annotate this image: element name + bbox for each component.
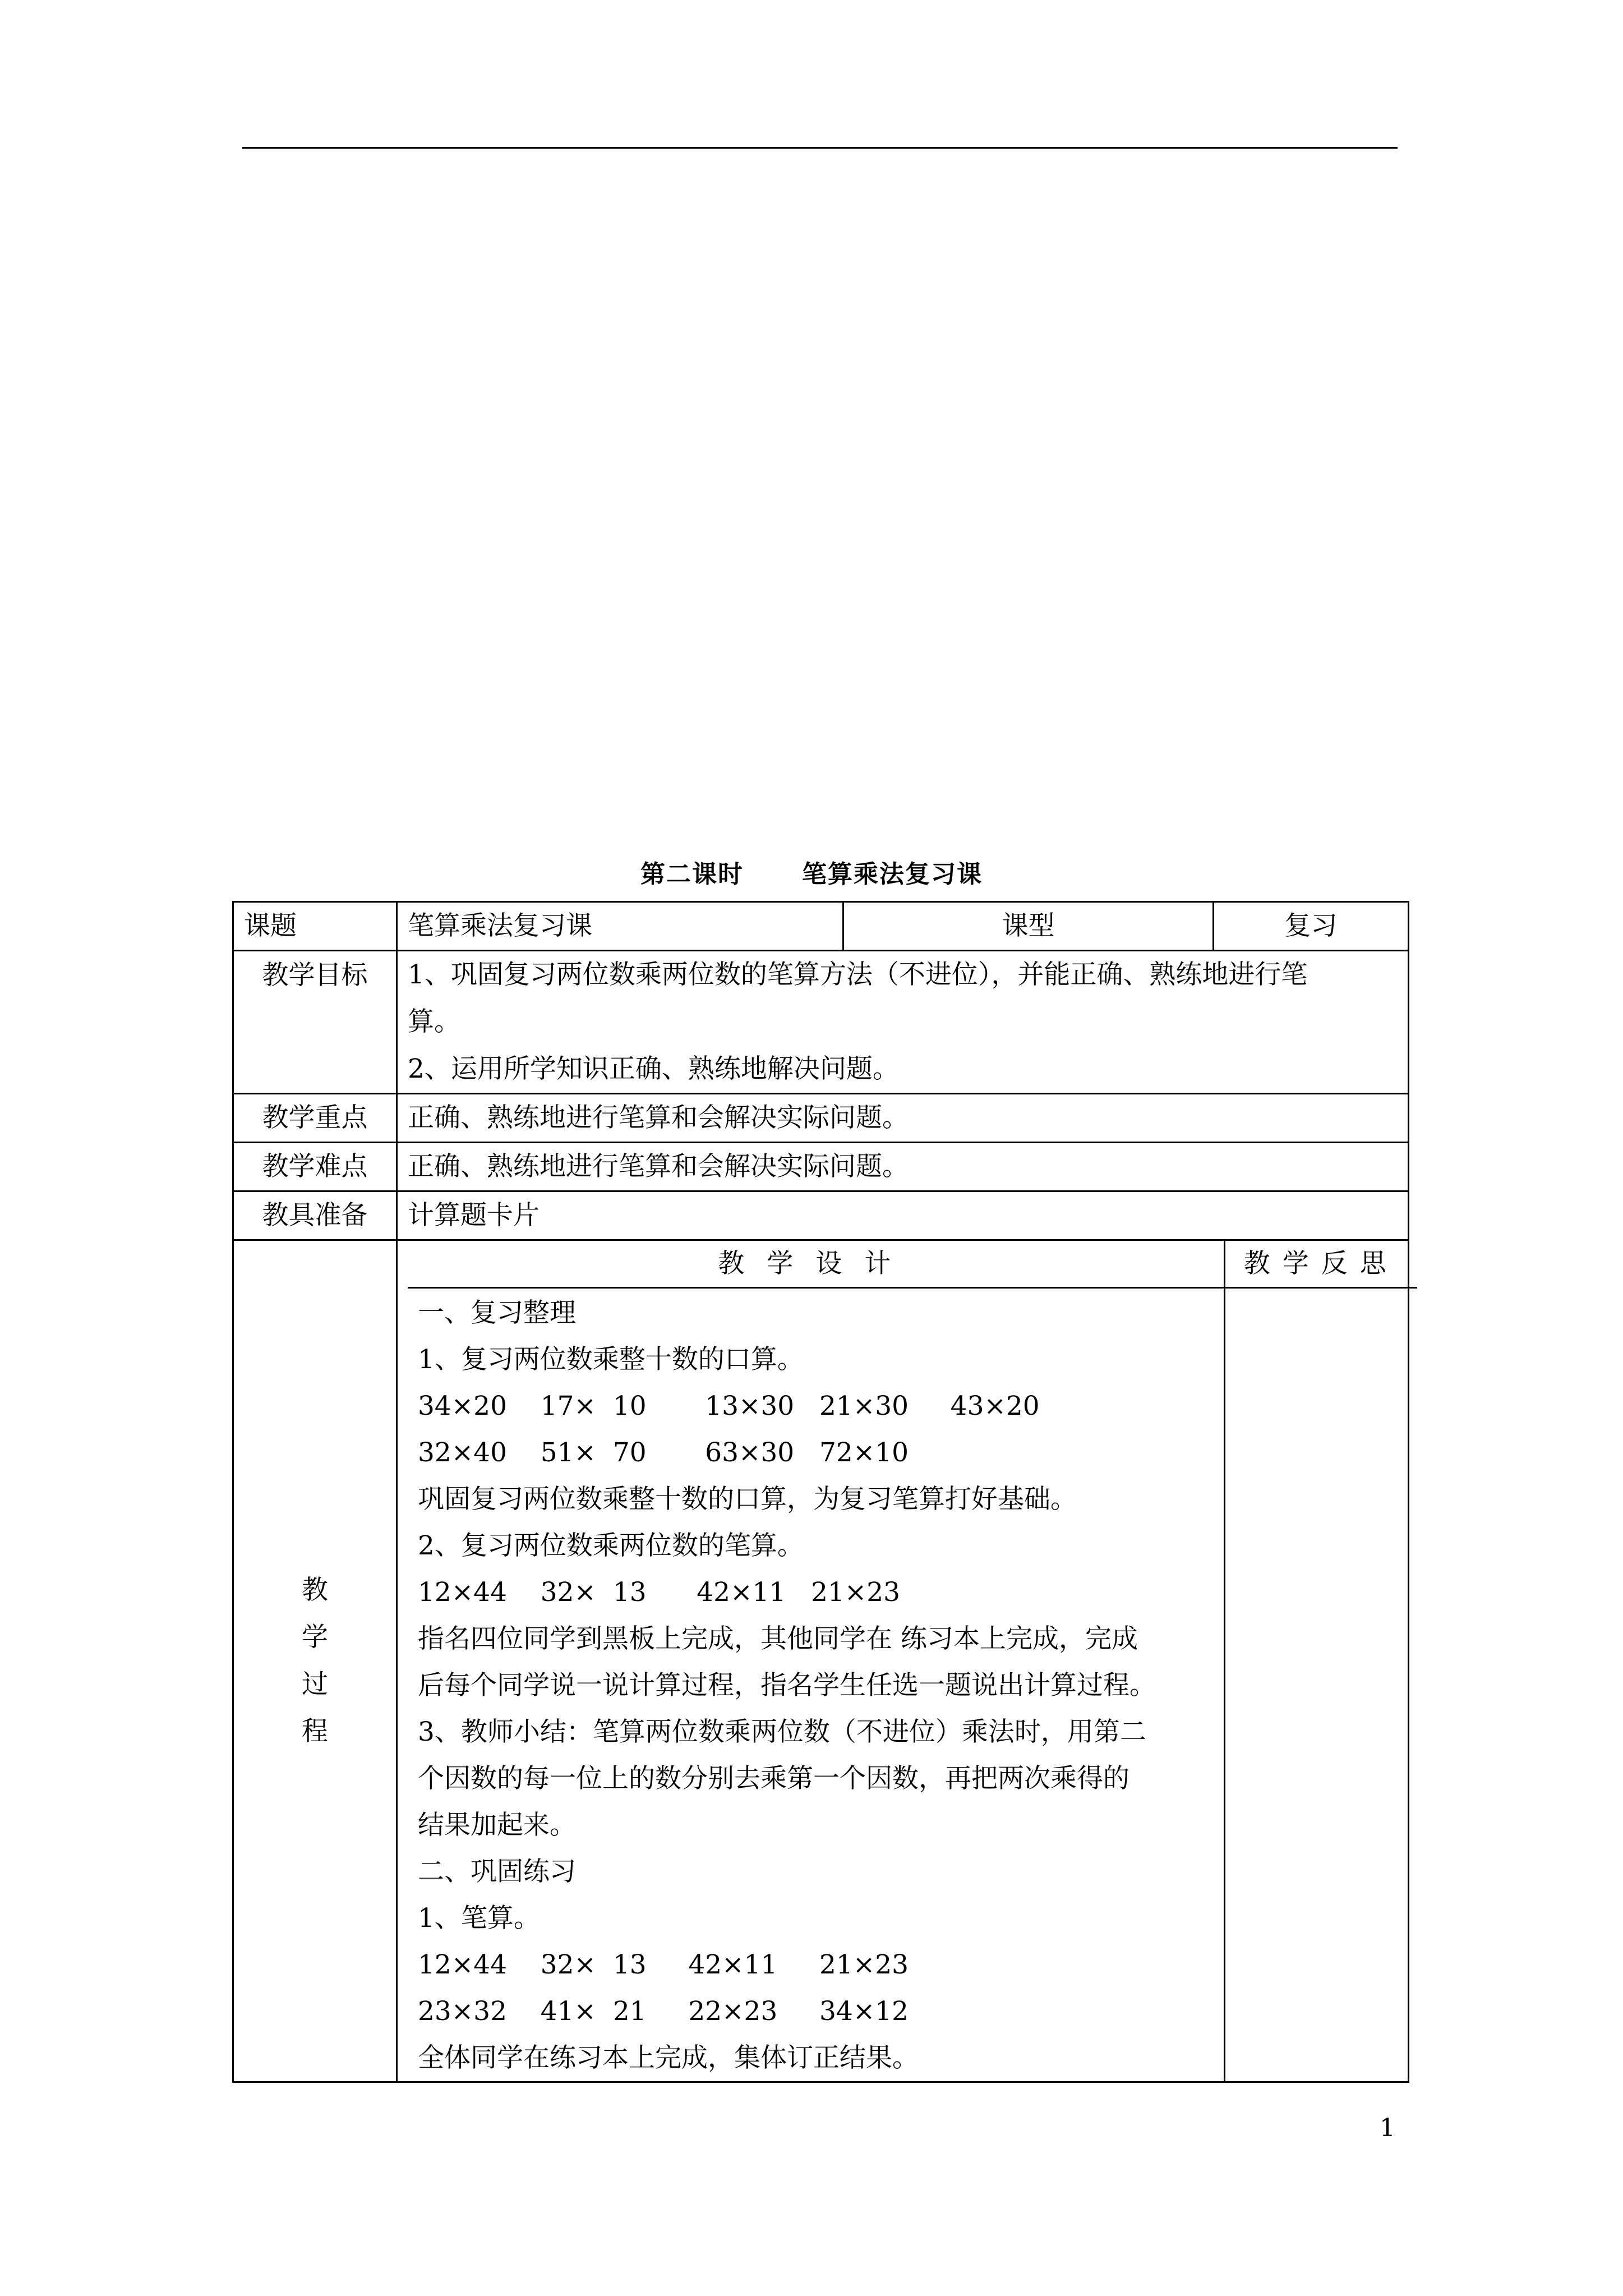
row-topic (233, 902, 1409, 951)
design-table (408, 1241, 1417, 2081)
reflection-body (1224, 1288, 1417, 2082)
tools-value: 计算题卡片 (397, 1191, 1409, 1240)
design-line: 3、教师小结：笔算两位数乘两位数（不进位）乘法时，用第二 (418, 1717, 1146, 1747)
row-key-points (233, 1094, 1409, 1143)
design-line: 32×40 51× 70 63×30 72×10 (418, 1437, 909, 1468)
page-title: 第二课时 笔算乘法复习课 (640, 860, 983, 889)
design-line: 全体同学在练习本上完成，集体订正结果。 (418, 2042, 919, 2073)
goal-line: 1、巩固复习两位数乘两位数的笔算方法（不进位），并能正确、熟练地进行笔 (408, 959, 1308, 990)
tools-label: 教具准备 (233, 1191, 397, 1240)
goals-value (397, 951, 1409, 1094)
design-body (408, 1288, 1224, 2082)
design-line: 23×32 41× 21 22×23 34×12 (418, 1996, 909, 2027)
process-char: 教 (302, 1575, 328, 1605)
design-line: 1、笔算。 (418, 1903, 540, 1934)
design-line: 指名四位同学到黑板上完成，其他同学在 练习本上完成，完成 (418, 1623, 1138, 1654)
goal-line: 2、运用所学知识正确、熟练地解决问题。 (408, 1053, 899, 1084)
design-line: 一、复习整理 (418, 1297, 576, 1328)
topic-value: 笔算乘法复习课 (397, 902, 843, 951)
row-difficulty (233, 1143, 1409, 1191)
type-label: 课型 (843, 902, 1214, 951)
design-header: 教学设计 (408, 1241, 1224, 1288)
type-value: 复习 (1214, 902, 1409, 951)
process-char: 过 (302, 1669, 328, 1700)
design-line: 个因数的每一位上的数分别去乘第一个因数，再把两次乘得的 (418, 1763, 1129, 1794)
topic-label: 课题 (233, 902, 397, 951)
page-number: 1 (1380, 2114, 1395, 2142)
difficulty-value: 正确、熟练地进行笔算和会解决实际问题。 (397, 1143, 1409, 1191)
row-process (233, 1240, 1409, 2082)
row-tools (233, 1191, 1409, 1240)
goals-label: 教学目标 (233, 951, 397, 1094)
process-label (233, 1240, 397, 2082)
design-line: 12×44 32× 13 42×11 21×23 (418, 1949, 909, 1980)
process-content (397, 1240, 1409, 2082)
key-value: 正确、熟练地进行笔算和会解决实际问题。 (397, 1094, 1409, 1143)
lesson-plan-table (232, 901, 1409, 2083)
design-line: 1、复习两位数乘整十数的口算。 (418, 1344, 804, 1375)
design-line: 12×44 32× 13 42×11 21×23 (418, 1577, 901, 1608)
process-char: 学 (302, 1622, 328, 1653)
design-line: 后每个同学说一说计算过程，指名学生任选一题说出计算过程。 (418, 1670, 1156, 1701)
goal-line: 算。 (408, 1006, 460, 1037)
row-goals (233, 951, 1409, 1094)
design-line: 结果加起来。 (418, 1810, 576, 1841)
design-line: 巩固复习两位数乘整十数的口算，为复习笔算打好基础。 (418, 1484, 1077, 1515)
key-label: 教学重点 (233, 1094, 397, 1143)
process-char: 程 (302, 1716, 328, 1747)
difficulty-label: 教学难点 (233, 1143, 397, 1191)
header-rule (242, 147, 1398, 149)
design-line: 二、巩固练习 (418, 1856, 576, 1887)
design-line: 34×20 17× 10 13×30 21×30 43×20 (418, 1391, 1040, 1421)
reflection-header: 教学反思 (1224, 1241, 1417, 1288)
design-line: 2、复习两位数乘两位数的笔算。 (418, 1530, 804, 1561)
